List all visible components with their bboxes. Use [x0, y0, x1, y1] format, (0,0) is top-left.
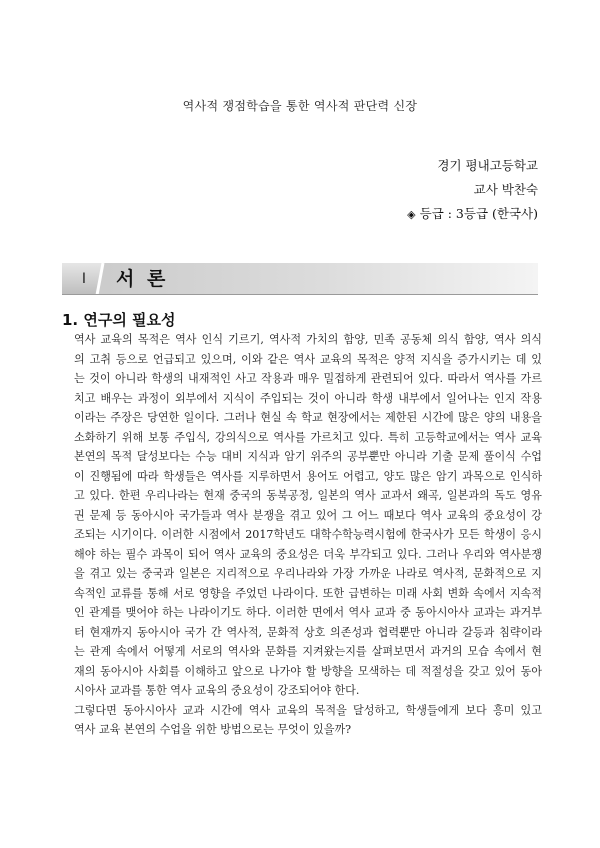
text-line: 는 것이 아니라 학생의 내재적인 사고 작용과 매우 밀접하게 관련되어 있다. 따라서 역사를 가르 — [74, 372, 542, 385]
text-line: 치고 배우는 과정이 외부에서 지식이 주입되는 것이 아니라 학생 내부에서 일어나는 인지 작용 — [74, 391, 542, 405]
chapter-banner — [62, 263, 538, 295]
author-name: 교사 박찬숙 — [473, 182, 538, 197]
text-line: 조되는 시기이다. 이러한 시점에서 2017학년도 대학수학능력시험에 한국사가 모든 학생이 응시 — [74, 528, 542, 541]
text-line: 소화하기 위해 보통 주입식, 강의식으로 역사를 가르치고 있다. 특히 고등학교에서는 역사 교육 — [74, 430, 542, 444]
text-line: 의 고취 등으로 언급되고 있으며, 이와 같은 역사 교육의 목적은 양적 지식을 증가시키는 데 있 — [74, 352, 542, 366]
document-title: 역사적 쟁점학습을 통한 역사적 판단력 신장 — [182, 99, 418, 113]
body-text — [62, 330, 542, 740]
text-line: 역사 교육의 목적은 역사 인식 기르기, 역사적 가치의 함양, 민족 공동체 의식 함양, 역사 의식 — [74, 333, 542, 346]
text-line: 역사 교육 본연의 수업을 위한 방법으로는 무엇이 있을까? — [74, 723, 352, 736]
text-line: 을 겪고 있는 중국과 일본은 지리적으로 우리나라와 가장 가까운 나라로 역사적, 문화적으로 지 — [74, 567, 542, 580]
text-line: 그렇다면 동아시아사 교과 시간에 역사 교육의 목적을 달성하고, 학생들에게 보다 흥미 있고 — [74, 703, 542, 717]
text-line: 는 관계 속에서 어떻게 서로의 역사와 문화를 지켜왔는지를 살펴보면서 과거의 모습 속에서 현 — [74, 645, 542, 658]
text-line: 이 진행됨에 따라 학생들은 역사를 지루하면서 용어도 어렵고, 양도 많은 암기 과목으로 인식하 — [74, 469, 542, 483]
text-line: 고 있다. 한편 우리나라는 현재 중국의 동북공정, 일본의 역사 교과서 왜곡, 일본과의 독도 영유 — [74, 489, 542, 502]
text-line: 해야 하는 필수 과목이 되어 역사 교육의 중요성은 더욱 부각되고 있다. 그러나 우리와 역사분쟁 — [74, 547, 542, 561]
grade-line — [407, 202, 538, 227]
chapter-title: 서 론 — [116, 268, 169, 290]
text-line: 이라는 주장은 당연한 일이다. 그러나 현실 속 학교 현장에서는 제한된 시간에 많은 양의 내용을 — [74, 411, 542, 424]
text-line: 권 문제 등 동아시아 국가들과 역사 분쟁을 겪고 있어 그 어느 때보다 역사 교육의 중요성이 강 — [74, 508, 542, 522]
grade-text: 등급 : 3등급 (한국사) — [419, 206, 538, 221]
section-heading: 1. 연구의 필요성 — [62, 311, 176, 329]
chapter-number: Ⅰ — [81, 271, 87, 287]
text-line: 인 관계를 맺어야 하는 나라이기도 하다. 이러한 면에서 역사 교과 중 동아시아사 교과는 과거부 — [74, 606, 542, 619]
paragraph-2 — [62, 701, 542, 740]
text-line: 재의 동아시아 사회를 이해하고 앞으로 나가야 할 방향을 모색하는 데 적절성을 갖고 있어 동아 — [74, 664, 542, 678]
school-name: 경기 평내고등학교 — [437, 158, 538, 173]
text-line: 본연의 목적 달성보다는 수능 대비 지식과 암기 위주의 공부뿐만 아니라 기출 문제 풀이식 수업 — [74, 450, 542, 463]
paragraph-1 — [62, 330, 542, 701]
diamond-icon: ◈ — [407, 208, 416, 221]
author-info — [407, 154, 538, 227]
text-line: 속적인 교류를 통해 서로 영향을 주었던 나라이다. 또한 급변하는 미래 사회 변화 속에서 지속적 — [74, 586, 542, 600]
text-line: 터 현재까지 동아시아 국가 간 역사적, 문화적 상호 의존성과 협력뿐만 아니라 갈등과 침략이라 — [74, 625, 542, 639]
text-line: 시아사 교과를 통한 역사 교육의 중요성이 강조되어야 한다. — [74, 684, 360, 697]
